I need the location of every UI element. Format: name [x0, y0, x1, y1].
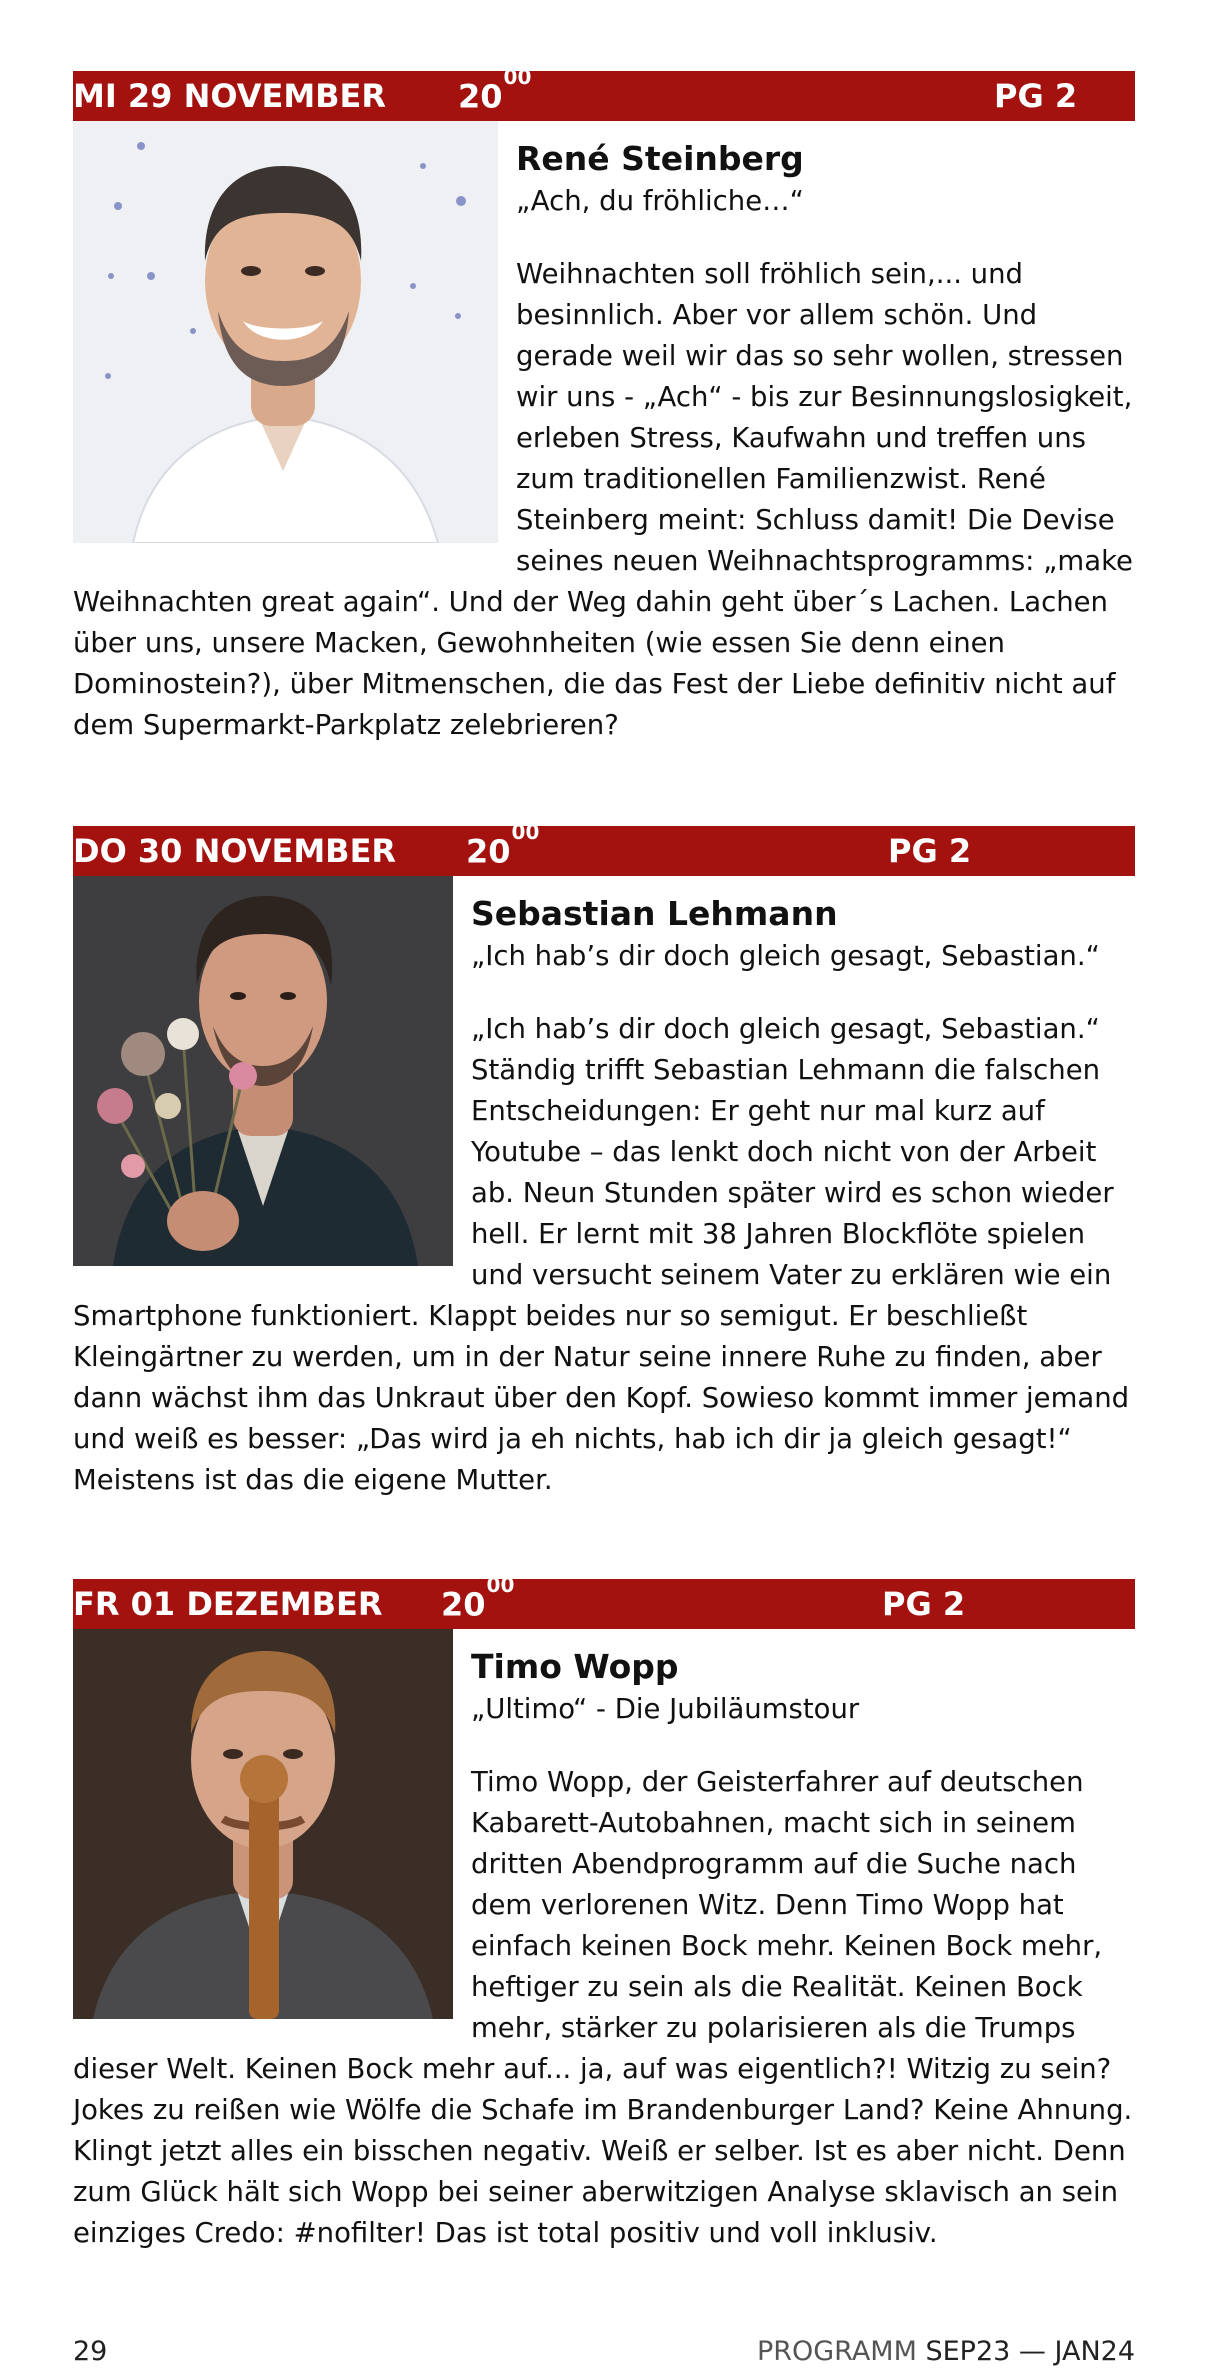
event-time: [441, 1573, 515, 1624]
page-number: 29: [73, 2336, 108, 2367]
portrait-photo: [73, 876, 453, 1266]
event-body: [73, 876, 1135, 1501]
event-header-bar: [73, 820, 1135, 876]
performer-name: Sebastian Lehmann: [471, 894, 838, 933]
event-description: „Ich hab’s dir doch gleich gesagt, Sebastian.“ Ständig trifft Sebastian Lehmann die falschen Entscheidungen: Er geht nur mal kurz auf Youtube – das lenkt doch nicht von der Arbeit ab. Neun Stunden später wird es schon wieder hell. Er lernt mit 38 Jahren Blockflöte spielen und versucht seinem Vater zu erklären wie ein Smartphone funktioniert. Klappt beides nur so semigut. Er beschließt Kleingärtner zu werden, um in der Natur seine innere Ruhe zu finden, aber dann wächst ihm das Unkraut über den Kopf. Sowieso kommt immer jemand und weiß es besser: „Das wird ja eh nichts, hab ich dir ja gleich gesagt!“ Meistens ist das die eigene Mutter.: [73, 1013, 1130, 1496]
event-time-minutes: 00: [511, 820, 540, 844]
page-footer: [73, 2336, 1135, 2370]
event-time-hour: 20: [458, 77, 503, 116]
event-description: Weihnachten soll fröhlich sein,... und besinnlich. Aber vor allem schön. Und gerade weil wir das so sehr wollen, stressen wir uns - „Ach“ - bis zur Besinnungslosigkeit, erleben Stress, Kaufwahn und treffen uns zum traditionellen Familienzwist. René Steinberg meint: Schluss damit! Die Devise seines neuen Weihnachtsprogramms: „make Weihnachten great again“. Und der Weg dahin geht über´s Lachen. Lachen über uns, unsere Macken, Gewohnheiten (wie essen Sie denn einen Dominostein?), über Mitmenschen, die das Fest der Liebe definitiv nicht auf dem Supermarkt-Parkplatz zelebrieren?: [73, 258, 1133, 741]
performer-name: René Steinberg: [516, 139, 804, 178]
program-title: „Ich hab’s dir doch gleich gesagt, Sebastian.“: [471, 940, 1100, 972]
event-body: [73, 1629, 1135, 2254]
event-venue: PG 2: [882, 1585, 966, 1623]
event-timo-wopp: [73, 1573, 1135, 2254]
portrait-photo-timo-wopp-icon: [73, 1629, 453, 2019]
event-body: [73, 121, 1135, 746]
performer-name: Timo Wopp: [471, 1647, 679, 1686]
event-time-hour: 20: [441, 1585, 486, 1624]
program-label: PROGRAMM: [756, 2336, 917, 2367]
portrait-photo: [73, 121, 498, 543]
event-header-bar: [73, 1573, 1135, 1629]
event-date: DO 30 NOVEMBER: [73, 832, 397, 870]
portrait-photo-rene-steinberg-icon: [73, 121, 498, 543]
program-range: [757, 2336, 1135, 2367]
portrait-photo-sebastian-lehmann-icon: [73, 876, 453, 1266]
event-description: Timo Wopp, der Geisterfahrer auf deutschen Kabarett-Autobahnen, macht sich in seinem dritten Abendprogramm auf die Suche nach dem verlorenen Witz. Denn Timo Wopp hat einfach keinen Bock mehr. Keinen Bock mehr, heftiger zu sein als die Realität. Keinen Bock mehr, stärker zu polarisieren als die Trumps dieser Welt. Keinen Bock mehr auf... ja, auf was eigentlich?! Witzig zu sein? Jokes zu reißen wie Wölfe die Schafe im Brandenburger Land? Keine Ahnung. Klingt jetzt alles ein bisschen negativ. Weiß er selber. Ist es aber nicht. Denn zum Glück hält sich Wopp bei seiner aberwitzigen Analyse sklavisch an sein einziges Credo: #nofilter! Das ist total positiv und voll inklusiv.: [73, 1766, 1133, 2249]
program-title: „Ach, du fröhliche…“: [516, 185, 804, 217]
event-sebastian-lehmann: [73, 820, 1135, 1501]
event-time: [466, 820, 540, 871]
event-time-hour: 20: [466, 832, 511, 871]
event-time-minutes: 00: [503, 65, 532, 89]
event-venue: PG 2: [888, 832, 972, 870]
portrait-photo: [73, 1629, 453, 2019]
event-time: [458, 65, 532, 116]
program-title: „Ultimo“ - Die Jubiläumstour: [471, 1693, 860, 1725]
event-date: FR 01 DEZEMBER: [73, 1585, 383, 1623]
program-range-dates: SEP23 — JAN24: [925, 2336, 1135, 2367]
event-rene-steinberg: [73, 65, 1135, 746]
event-date: MI 29 NOVEMBER: [73, 77, 387, 115]
event-venue: PG 2: [994, 77, 1078, 115]
event-time-minutes: 00: [486, 1573, 515, 1597]
event-header-bar: [73, 65, 1135, 121]
